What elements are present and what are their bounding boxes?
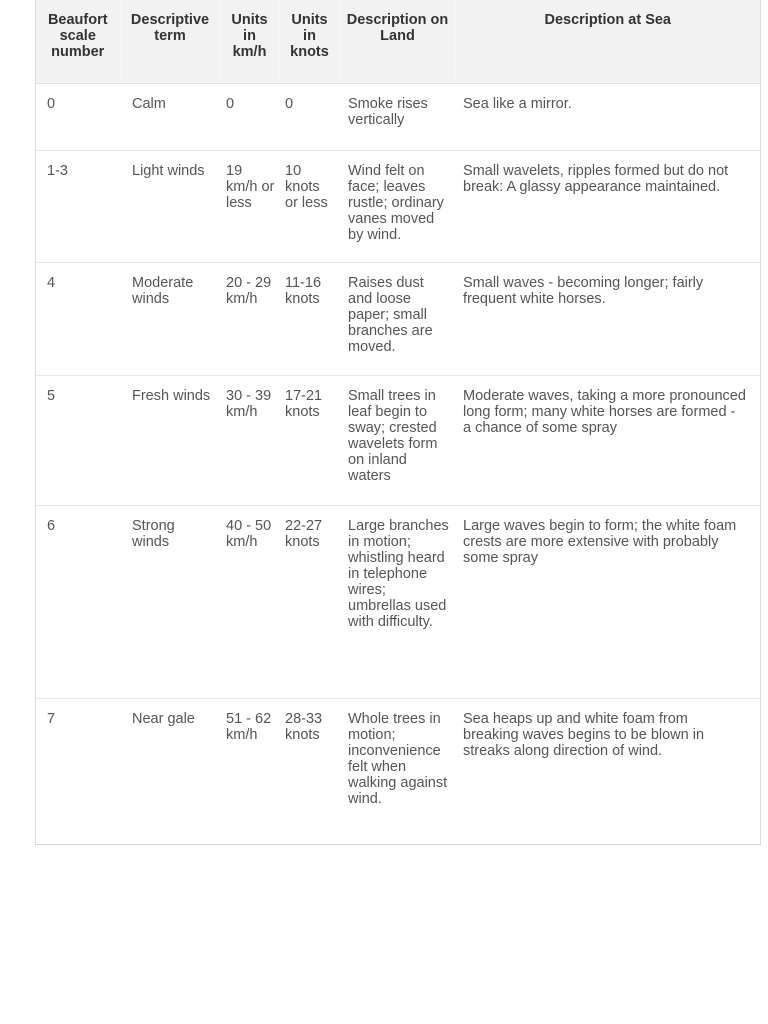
header-description-sea: Description at Sea [455, 0, 760, 83]
beaufort-table-container [35, 0, 761, 845]
cell-sea: Large waves begin to form; the white foam crests are more extensive with probably some spray [455, 505, 760, 698]
cell-term: Strong winds [120, 505, 220, 698]
cell-knots: 0 [279, 83, 340, 150]
header-beaufort-number: Beaufort scale number [36, 0, 120, 83]
cell-knots: 22-27 knots [279, 505, 340, 698]
header-units-kmh: Units in km/h [220, 0, 279, 83]
cell-land: Raises dust and loose paper; small branches are moved. [340, 262, 455, 375]
cell-knots: 28-33 knots [285, 710, 323, 743]
cell-term: Calm [120, 83, 220, 150]
table-row [36, 375, 760, 505]
cell-sea: Sea like a mirror. [455, 83, 760, 150]
cell-land: Whole trees in motion; inconvenience felt when walking against wind. [348, 710, 448, 807]
cell-land: Large branches in motion; whistling heard in telephone wires; umbrellas used with difficulty. [340, 505, 455, 698]
cell-land: Wind felt on face; leaves rustle; ordinary vanes moved by wind. [340, 150, 455, 262]
cell-kmh: 30 - 39 km/h [220, 375, 279, 505]
cell-term: Fresh winds [120, 375, 220, 505]
table-row [36, 83, 760, 150]
header-description-land: Description on Land [340, 0, 455, 83]
cell-kmh: 51 - 62 km/h [226, 710, 272, 743]
cell-kmh: 40 - 50 km/h [220, 505, 279, 698]
cell-knots: 10 knots or less [279, 150, 340, 262]
cell-kmh: 19 km/h or less [220, 150, 279, 262]
cell-number: 6 [36, 505, 120, 698]
cell-land: Small trees in leaf begin to sway; crested wavelets form on inland waters [340, 375, 455, 505]
cell-sea: Small waves - becoming longer; fairly frequent white horses. [455, 262, 760, 375]
cell-number: 0 [36, 83, 120, 150]
table-row [36, 150, 760, 262]
cell-number: 5 [36, 375, 120, 505]
cell-number: 7 [47, 710, 56, 727]
cell-term: Light winds [120, 150, 220, 262]
cell-number: 4 [36, 262, 120, 375]
table-row [36, 505, 760, 698]
cell-sea: Small wavelets, ripples formed but do not break: A glassy appearance maintained. [455, 150, 760, 262]
table-row [36, 698, 760, 827]
header-descriptive-term: Descriptive term [120, 0, 220, 83]
cell-knots: 11-16 knots [279, 262, 340, 375]
cell-sea: Sea heaps up and white foam from breaking waves begins to be blown in streaks along direction of wind. [463, 710, 705, 759]
beaufort-scale-table [36, 0, 760, 827]
cell-term: Near gale [132, 710, 195, 727]
cell-kmh: 20 - 29 km/h [220, 262, 279, 375]
table-header-row [36, 0, 760, 83]
cell-kmh: 0 [220, 83, 279, 150]
cell-number: 1-3 [36, 150, 120, 262]
cell-term: Moderate winds [120, 262, 220, 375]
cell-sea: Moderate waves, taking a more pronounced long form; many white horses are formed - a chance of some spray [455, 375, 760, 505]
cell-land: Smoke rises vertically [340, 83, 455, 150]
header-units-knots: Units in knots [279, 0, 340, 83]
table-row [36, 262, 760, 375]
cell-knots: 17-21 knots [279, 375, 340, 505]
